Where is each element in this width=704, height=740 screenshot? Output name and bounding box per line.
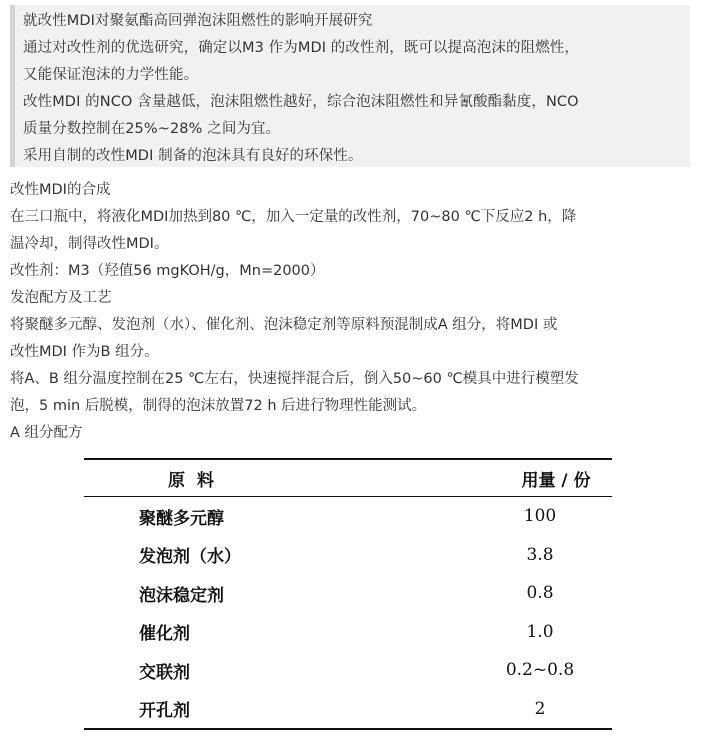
material-amount: 3.8 xyxy=(526,544,554,565)
article-body xyxy=(10,177,695,447)
material-amount: 2 xyxy=(534,698,546,719)
formula-table-container xyxy=(84,458,612,730)
table-row xyxy=(84,574,612,613)
header-amount: 用量 / 份 xyxy=(521,470,591,491)
summary-line: 质量分数控制在25%~28% 之间为宜。 xyxy=(23,121,281,137)
summary-line: 又能保证泡沫的力学性能。 xyxy=(23,67,199,83)
paragraph-line: 泡，5 min 后脱模，制得的泡沫放置72 h 后进行物理性能测试。 xyxy=(10,398,427,414)
material-amount: 0.8 xyxy=(526,583,554,604)
material-amount: 100 xyxy=(523,506,557,527)
material-amount: 0.2~0.8 xyxy=(505,660,575,681)
table-row xyxy=(84,536,612,575)
material-name: 催化剂 xyxy=(139,624,190,645)
material-name: 聚醚多元醇 xyxy=(139,508,224,529)
paragraph-line: 将聚醚多元醇、发泡剂（水）、催化剂、泡沫稳定剂等原料预混制成A 组分，将MDI 或 xyxy=(10,317,558,333)
summary-line: 采用自制的改性MDI 制备的泡沫具有良好的环保性。 xyxy=(23,148,363,164)
table-row xyxy=(84,651,612,690)
table-header-row xyxy=(84,459,612,497)
formula-table xyxy=(84,458,612,730)
section-heading-formula: 发泡配方及工艺 xyxy=(10,290,112,306)
paragraph-line: 温冷却，制得改性MDI。 xyxy=(10,236,169,252)
paragraph-line: 将A、B 组分温度控制在25 ℃左右，快速搅拌混合后，倒入50~60 ℃模具中进行模塑发 xyxy=(10,371,579,387)
summary-line: 就改性MDI对聚氨酯高回弹泡沫阻燃性的影响开展研究 xyxy=(23,13,373,29)
summary-line: 改性MDI 的NCO 含量越低，泡沫阻燃性越好，综合泡沫阻燃性和异氰酸酯黏度，NCO xyxy=(23,94,579,110)
material-name: 开孔剂 xyxy=(139,701,190,722)
section-heading-synthesis: 改性MDI的合成 xyxy=(10,182,111,198)
table-row xyxy=(84,690,612,730)
header-material: 原料 xyxy=(168,470,226,491)
table-caption: A 组分配方 xyxy=(10,425,83,441)
material-amount: 1.0 xyxy=(526,621,554,642)
table-row xyxy=(84,613,612,652)
material-name: 交联剂 xyxy=(139,662,190,683)
modifier-spec: 改性剂：M3（羟值56 mgKOH/g，Mn=2000） xyxy=(10,263,325,279)
table-row xyxy=(84,497,612,536)
paragraph-line: 在三口瓶中，将液化MDI加热到80 ℃，加入一定量的改性剂，70~80 ℃下反应2 h，降 xyxy=(10,209,577,225)
summary-line: 通过对改性剂的优选研究，确定以M3 作为MDI 的改性剂，既可以提高泡沫的阻燃性， xyxy=(23,40,580,56)
paragraph-line: 改性MDI 作为B 组分。 xyxy=(10,344,159,360)
material-name: 泡沫稳定剂 xyxy=(139,585,224,606)
material-name: 发泡剂（水） xyxy=(139,547,241,568)
summary-blockquote xyxy=(10,5,690,167)
